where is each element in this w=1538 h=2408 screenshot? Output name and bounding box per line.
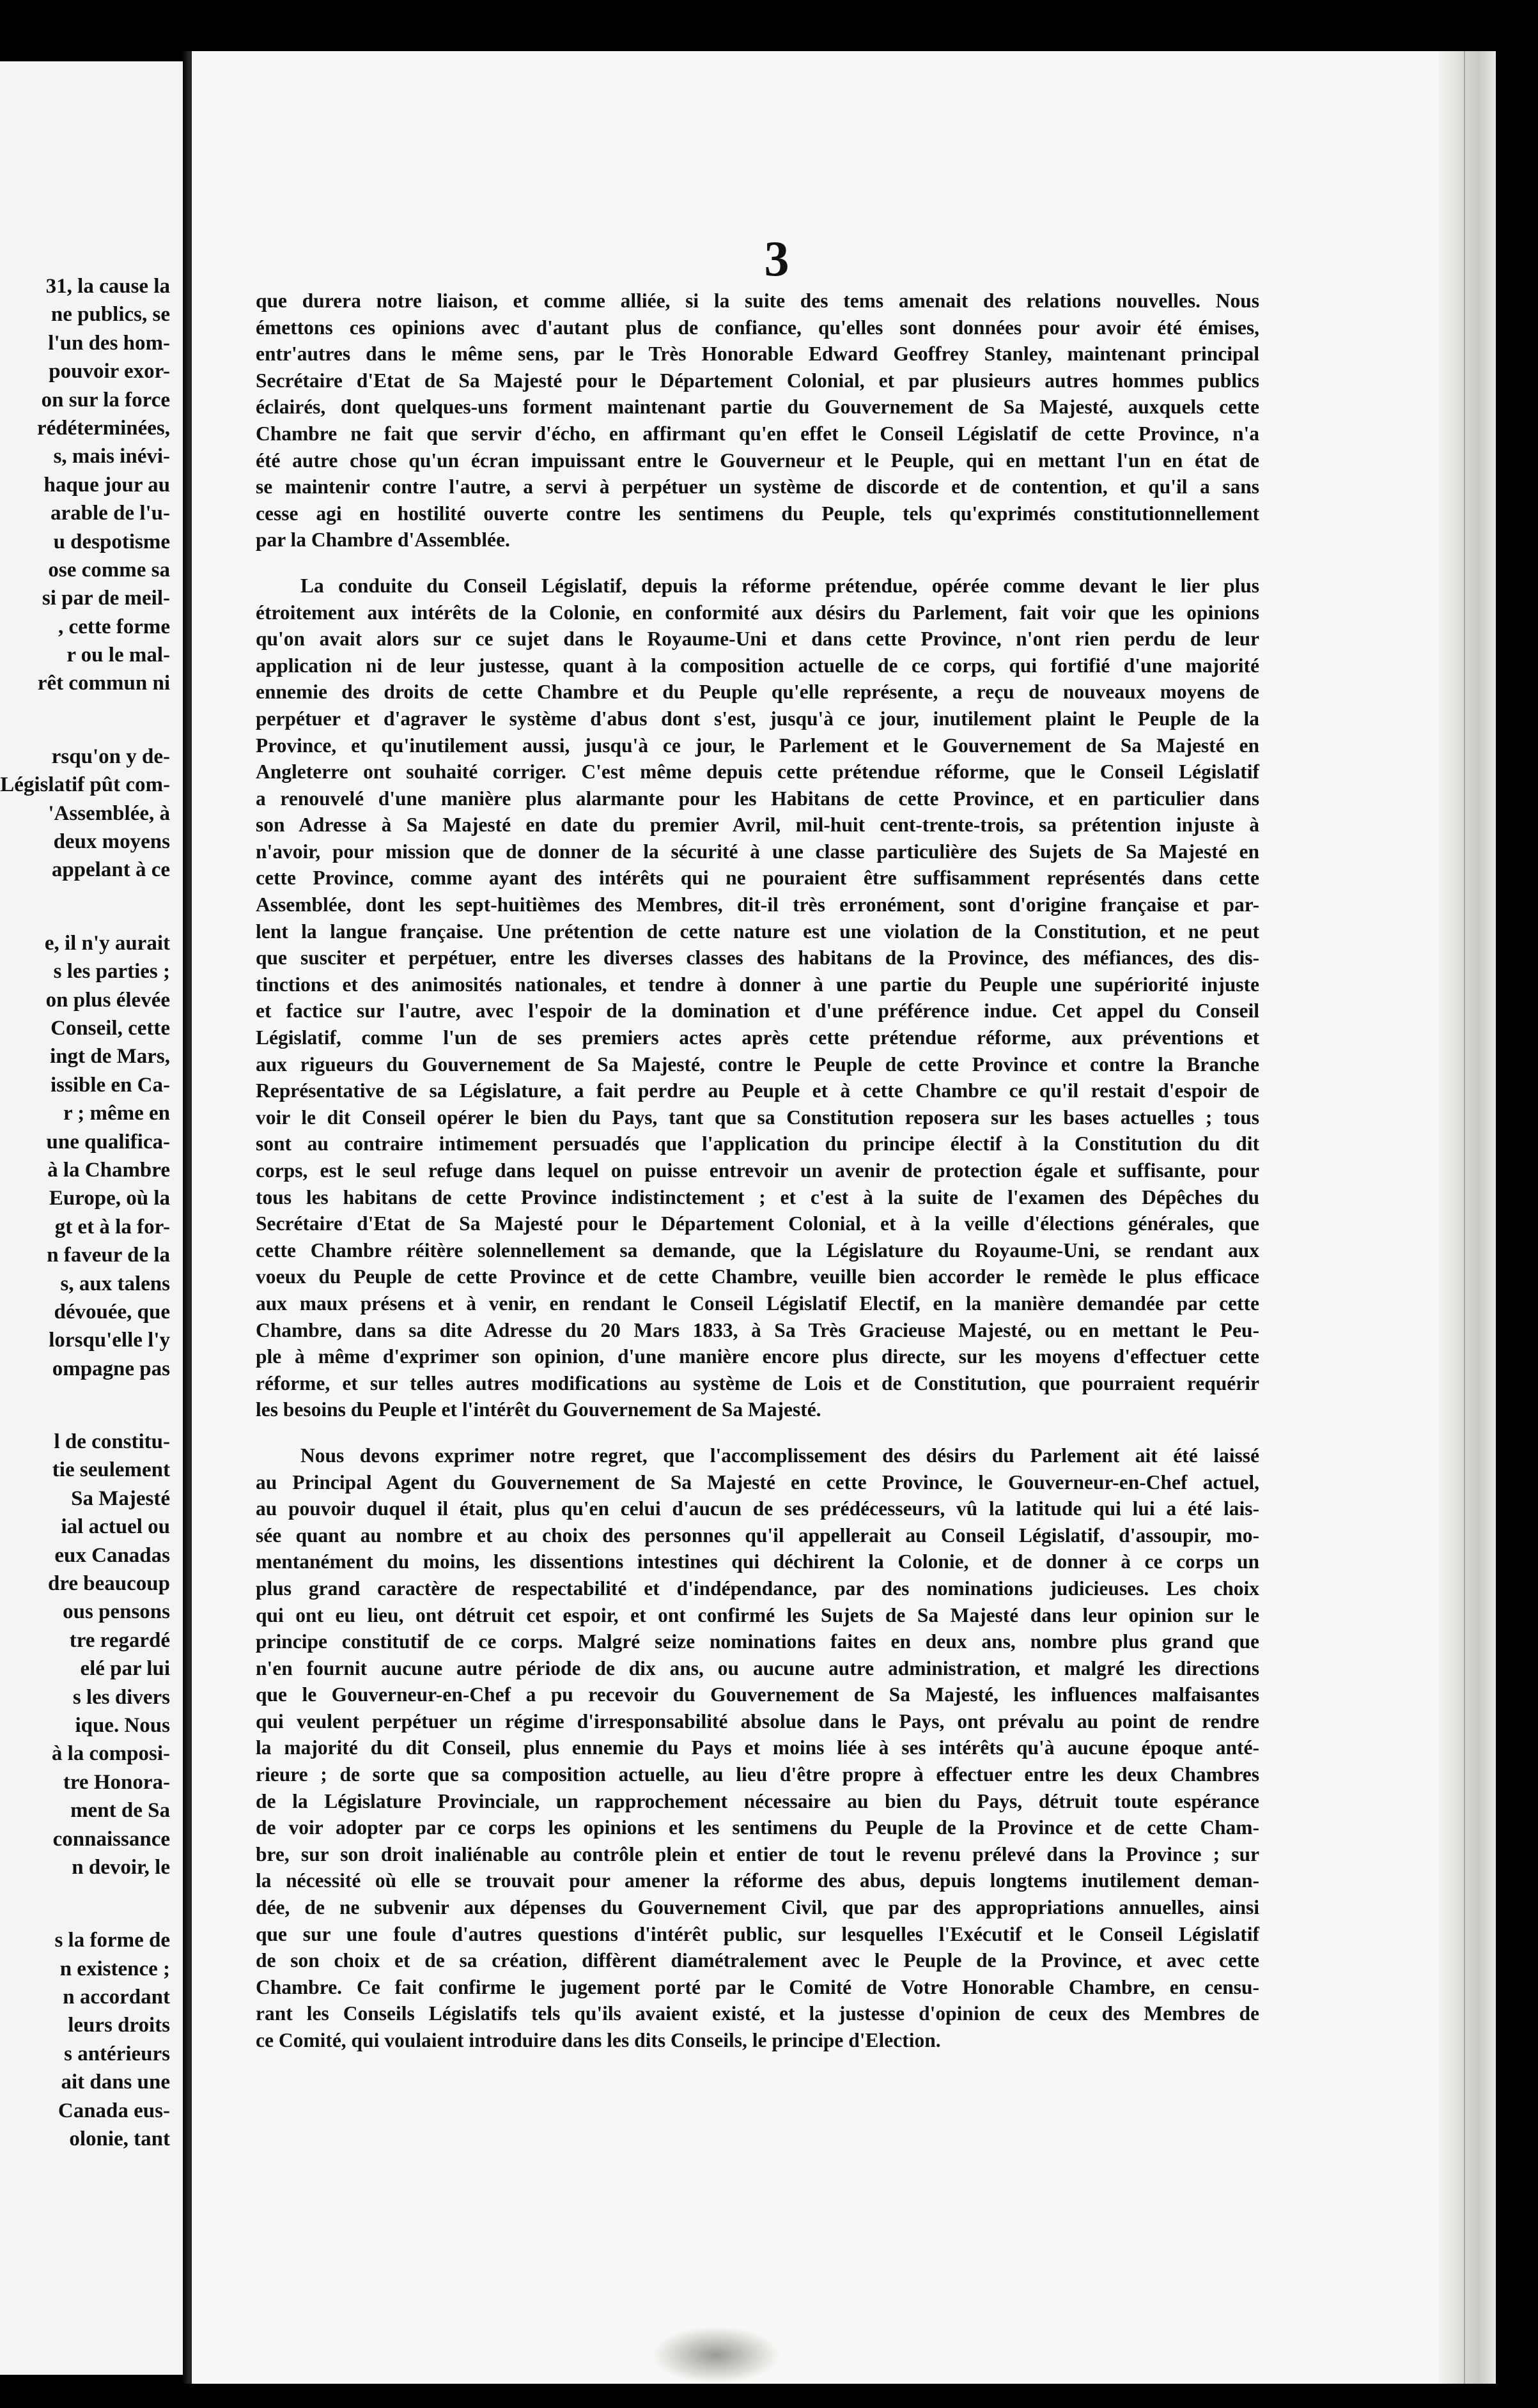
body-text [256,288,1259,2054]
text-line: de son choix et de sa création, diffèrent diamétralement avec le Peuple de la Province, et avec cette [256,1949,1259,1972]
left-page-line: olonie, tant [69,2127,170,2151]
text-line: Chambre. Ce fait confirme le jugement porté par le Comité de Votre Honorable Chambre, en censu- [256,1975,1259,1998]
left-page-line: tie seulement [52,1458,170,1482]
left-page-line: on sur la force [41,388,170,412]
text-line: Nous devons exprimer notre regret, que l'accomplissement des désirs du Parlement ait été laissé [300,1444,1259,1467]
left-page-line: si par de meil- [42,587,170,610]
left-page-line: s les parties ; [53,960,170,984]
text-line: entr'autres dans le même sens, par le Très Honorable Edward Geoffrey Stanley, maintenant principal [256,343,1259,366]
left-page-line: r ou le mal- [66,644,170,667]
left-page-line: e, il n'y aurait [44,931,170,955]
left-page-line: pouvoir exor- [49,360,170,383]
left-page-line: leurs droits [68,2014,170,2037]
left-page-line: s, mais inévi- [53,445,170,468]
binding-thread-mark [652,2326,780,2384]
text-line: La conduite du Conseil Législatif, depuis la réforme prétendue, opérée comme devant le lier plus [300,574,1259,597]
line-gap [0,884,183,929]
text-line: étroitement aux intérêts de la Colonie, en conformité aux désirs du Parlement, fait voir que les opinions [256,601,1259,624]
text-line: Angleterre ont souhaité corriger. C'est même depuis cette prétendue réforme, que le Conseil Législatif [256,760,1259,783]
left-page-line: ique. Nous [75,1713,170,1737]
text-line: cette Chambre réitère solennellement sa demande, que la Législature du Royaume-Uni, se rendant aux [256,1239,1259,1262]
left-page-line: deux moyens [53,830,170,854]
text-line: cette Province, comme ayant des intérêts qui ne pouraient être suffisamment représentés dans cette [256,867,1259,890]
text-line: que susciter et perpétuer, entre les diverses classes des habitans de la Province, des méfiances, des dis- [256,946,1259,969]
left-page-line: , cette forme [58,615,170,638]
text-line: aux rigueurs du Gouvernement de Sa Majesté, contre le Peuple de cette Province et contre la Branche [256,1053,1259,1076]
text-line: Secrétaire d'Etat de Sa Majesté pour le Département Colonial, et à la veille d'élections générales, que [256,1212,1259,1235]
left-page-line: Europe, où la [49,1187,170,1210]
text-line: plus grand caractère de respectabilité et d'indépendance, par des nominations judicieuses. Les choix [256,1577,1259,1600]
left-page-line: tre regardé [69,1628,170,1652]
text-line: dée, de ne subvenir aux dépenses du Gouvernement Civil, que par des appropriations annuelles, ainsi [256,1896,1259,1919]
left-page-line: ingt de Mars, [50,1045,170,1069]
text-line: tinctions et des animosités nationales, et tendre à donner à une partie du Peuple une supériorité injuste [256,973,1259,996]
left-page-line: arable de l'u- [50,502,170,525]
left-page-line: ose comme sa [48,558,170,582]
left-page-line: à la Chambre [47,1158,170,1182]
text-line: Chambre, dans sa dite Adresse du 20 Mars 1833, à Sa Très Gracieuse Majesté, ou en mettant le Peu- [256,1318,1259,1341]
left-page-line: s la forme de [54,1929,170,1952]
text-line: application ni de leur justesse, quant à la composition actuelle de ce corps, qui fortifié d'une majorité [256,654,1259,677]
text-line: n'en fournit aucune autre période de dix ans, ou aucune autre administration, et malgré les directions [256,1656,1259,1679]
text-line: perpétuer et d'agraver le système d'abus dont s'est, jusqu'à ce jour, inutilement plaint le Peuple de la [256,707,1259,730]
text-line: au Principal Agent du Gouvernement de Sa Majesté en cette Province, le Gouverneur-en-Chef actuel, [256,1470,1259,1493]
text-line: Assemblée, dont les sept-huitièmes des Membres, dit-il très erronément, sont d'origine française et par- [256,893,1259,916]
text-line: sée quant au nombre et au choix des personnes qu'il appellerait au Conseil Législatif, d'assoupir, mo- [256,1524,1259,1547]
text-line: a renouvelé d'une manière plus alarmante pour les Habitans de cette Province, et en particulier dans [256,787,1259,810]
left-page-line: 'Assemblée, à [48,801,170,825]
text-line: son Adresse à Sa Majesté en date du premier Avril, mil-huit cent-trente-trois, sa prétention injuste à [256,814,1259,837]
left-page-line: l de constitu- [54,1430,170,1454]
text-line: ce Comité, qui voulaient introduire dans les dits Conseils, le principe d'Election. [256,2029,941,2051]
text-line: éclairés, dont quelques-uns forment maintenant partie du Gouvernement de Sa Majesté, auxquels cette [256,396,1259,419]
left-page-line: connaissance [52,1827,170,1851]
left-page-line: ous pensons [63,1600,170,1624]
previous-page-text-column [0,272,183,2153]
text-line: au pouvoir duquel il était, plus qu'en celui d'aucun de ses prédécesseurs, vû la latitude qui lui a été lais- [256,1497,1259,1520]
text-line: ple à même d'exprimer son opinion, d'une manière encore plus directe, sur les moyens d'effectuer cette [256,1345,1259,1368]
text-line: de la Législature Provinciale, un rapprochement nécessaire au bien du Pays, détruit toute espérance [256,1789,1259,1812]
text-line: lent la langue française. Une prétention de cette nature est une violation de la Constitution, et ne peut [256,920,1259,943]
text-line: par la Chambre d'Assemblée. [256,529,510,552]
left-page-line: ompagne pas [52,1357,170,1380]
left-page-line: dre beaucoup [47,1572,170,1596]
text-line: que sur une foule d'autres questions d'intérêt public, sur lesquelles l'Exécutif et le Conseil Législatif [256,1922,1259,1945]
text-line: Législatif, comme l'un de ses premiers actes après cette prétendue réforme, aux préventions et [256,1026,1259,1049]
text-line: la nécessité où elle se trouvait pour amener la réforme des abus, depuis longtems inutilement deman- [256,1869,1259,1892]
left-page-line: n existence ; [59,1957,170,1980]
paragraph-1 [256,288,1259,553]
text-line: voeux du Peuple de cette Province et de cette Chambre, veuille bien accorder le remède le plus efficace [256,1265,1259,1288]
left-page-line: on plus élevée [45,988,170,1012]
text-line: de voir adopter par ce corps les opinions et les sentimens du Peuple de la Province et de cette Cham- [256,1816,1259,1839]
left-page-line: issible en Ca- [50,1073,170,1097]
page-number: 3 [764,231,789,286]
text-line: rant les Conseils Législatifs tels qu'ils avaient existé, et la justesse d'opinion de ceux des Membres de [256,2002,1259,2025]
line-gap [0,1881,183,1926]
text-line: Secrétaire d'Etat de Sa Majesté pour le Département Colonial, et par plusieurs autres hommes publics [256,369,1259,392]
text-line: se maintenir contre l'autre, a servi à perpétuer un système de discorde et de contention, et qu'il a sans [256,475,1259,498]
left-page-line: rédéterminées, [37,416,170,440]
left-page-line: n devoir, le [72,1855,170,1879]
text-line: la majorité du dit Conseil, plus ennemie du Pays et moins liée à ses intérêts qu'à aucune époque anté- [256,1736,1259,1759]
left-page-line: s, aux talens [60,1272,170,1295]
left-page-line: Sa Majesté [71,1486,170,1510]
text-line: voir le dit Conseil opérer le bien du Pays, tant que sa Constitution reposera sur les bases actuelles ; tous [256,1106,1259,1129]
left-page-line: rsqu'on y de- [51,745,170,768]
left-page-line: ment de Sa [70,1799,170,1823]
text-line: réforme, et sur telles autres modifications au système de Lois et de Constitution, que pourraient requérir [256,1371,1259,1394]
text-line: aux maux présens et à venir, en rendant le Conseil Législatif Electif, en la manière demandée par cette [256,1292,1259,1315]
left-page-line: n accordant [63,1986,170,2009]
text-line: rieure ; de sorte que sa composition actuelle, au lieu d'être propre à effectuer entre les deux Chambres [256,1763,1259,1786]
text-line: été autre chose qu'un écran impuissant entre le Gouverneur et le Peuple, qui en mettant l'un en état de [256,449,1259,472]
left-page-line: elé par lui [80,1657,170,1681]
text-line: que durera notre liaison, et comme alliée, si la suite des tems amenait des relations nouvelles. Nous [256,289,1259,312]
text-line: qui veulent perpétuer un régime d'irresponsabilité absolue dans le Pays, ont prévalu au point de rendre [256,1710,1259,1733]
left-page-line: tre Honora- [63,1770,170,1794]
line-gap [0,698,183,743]
left-page-line: ial actuel ou [61,1515,170,1539]
left-page-line: appelant à ce [51,858,170,882]
page-right-edge [1438,51,1496,2384]
text-line: Chambre ne fait que servir d'écho, en affirmant qu'en effet le Conseil Législatif de cette Province, n'a [256,422,1259,445]
left-page-line: s les divers [72,1685,170,1709]
paragraph-3 [256,1442,1259,2054]
left-page-line: l'un des hom- [48,331,170,355]
line-gap [0,1383,183,1428]
text-line: principe constitutif de ce corps. Malgré seize nominations faites en deux ans, nombre plus grand que [256,1630,1259,1653]
text-line: ennemie des droits de cette Chambre et du Peuple qu'elle représente, a reçu de nouveaux moyens de [256,681,1259,704]
left-page-line: 31, la cause la [45,275,170,298]
left-page-line: lorsqu'elle l'y [49,1329,170,1352]
left-page-line: Conseil, cette [50,1016,170,1040]
left-page-line: n faveur de la [47,1244,170,1267]
text-line: tous les habitans de cette Province indistinctement ; et c'est à la suite de l'examen des Dépêches du [256,1185,1259,1208]
left-page-line: u despotisme [53,530,170,553]
paragraph-2 [256,573,1259,1423]
left-page-line: Législatif pût com- [0,773,170,797]
text-line: cesse agi en hostilité ouverte contre les sentimens du Peuple, tels qu'exprimés constitutionnellement [256,502,1259,525]
left-page-line: r ; même en [63,1102,170,1125]
text-line: qu'on avait alors sur ce sujet dans le Royaume-Uni et dans cette Province, n'ont rien perdu de leur [256,628,1259,651]
left-page-line: haque jour au [43,473,170,497]
left-page-line: s antérieurs [64,2042,170,2065]
left-page-line: dévouée, que [54,1300,170,1324]
left-page-line: à la composi- [51,1742,170,1766]
left-page-line: une qualifica- [46,1130,170,1154]
text-line: bre, sur son droit inaliénable au contrôle plein et entier de tout le revenu prélevé dans la Province ; sur [256,1842,1259,1865]
text-line: sont au contraire intimement persuadés que l'application du principe électif à la Constitution du dit [256,1132,1259,1155]
left-page-line: rêt commun ni [37,672,170,695]
text-line: et factice sur l'autre, avec l'espoir de la domination et d'une préférence indue. Cet appel du Conseil [256,999,1259,1023]
text-line: Représentative de sa Législature, a fait perdre au Peuple et à cette Chambre ce qu'il restait d'espoir de [256,1079,1259,1102]
text-line: Province, et qu'inutilement aussi, jusqu'à ce jour, le Parlement et le Gouvernement de Sa Majesté en [256,734,1259,757]
text-line: émettons ces opinions avec d'autant plus de confiance, qu'elles sont données pour avoir été émises, [256,316,1259,339]
main-page [192,51,1496,2384]
left-page-line: eux Canadas [54,1543,170,1567]
previous-page-edge [0,61,183,2375]
text-line: que le Gouverneur-en-Chef a pu recevoir du Gouvernement de Sa Majesté, les influences malfaisantes [256,1683,1259,1706]
left-page-line: ne publics, se [50,303,170,327]
text-line: les besoins du Peuple et l'intérêt du Gouvernement de Sa Majesté. [256,1398,821,1421]
text-line: mentanément du moins, les dissentions intestines qui déchirent la Colonie, et de donner à ce corps un [256,1550,1259,1573]
text-line: qui ont eu lieu, ont détruit cet espoir, et ont confirmé les Sujets de Sa Majesté dans leur opinion sur le [256,1603,1259,1626]
left-page-line: Canada eus- [58,2099,170,2122]
text-line: corps, est le seul refuge dans lequel on puisse entrevoir un avenir de protection égale et suffisante, pour [256,1159,1259,1182]
text-line: n'avoir, pour mission que de donner de la sécurité à une classe particulière des Sujets de Sa Majesté en [256,840,1259,863]
left-page-line: gt et à la for- [54,1215,170,1239]
left-page-line: ait dans une [61,2071,170,2094]
